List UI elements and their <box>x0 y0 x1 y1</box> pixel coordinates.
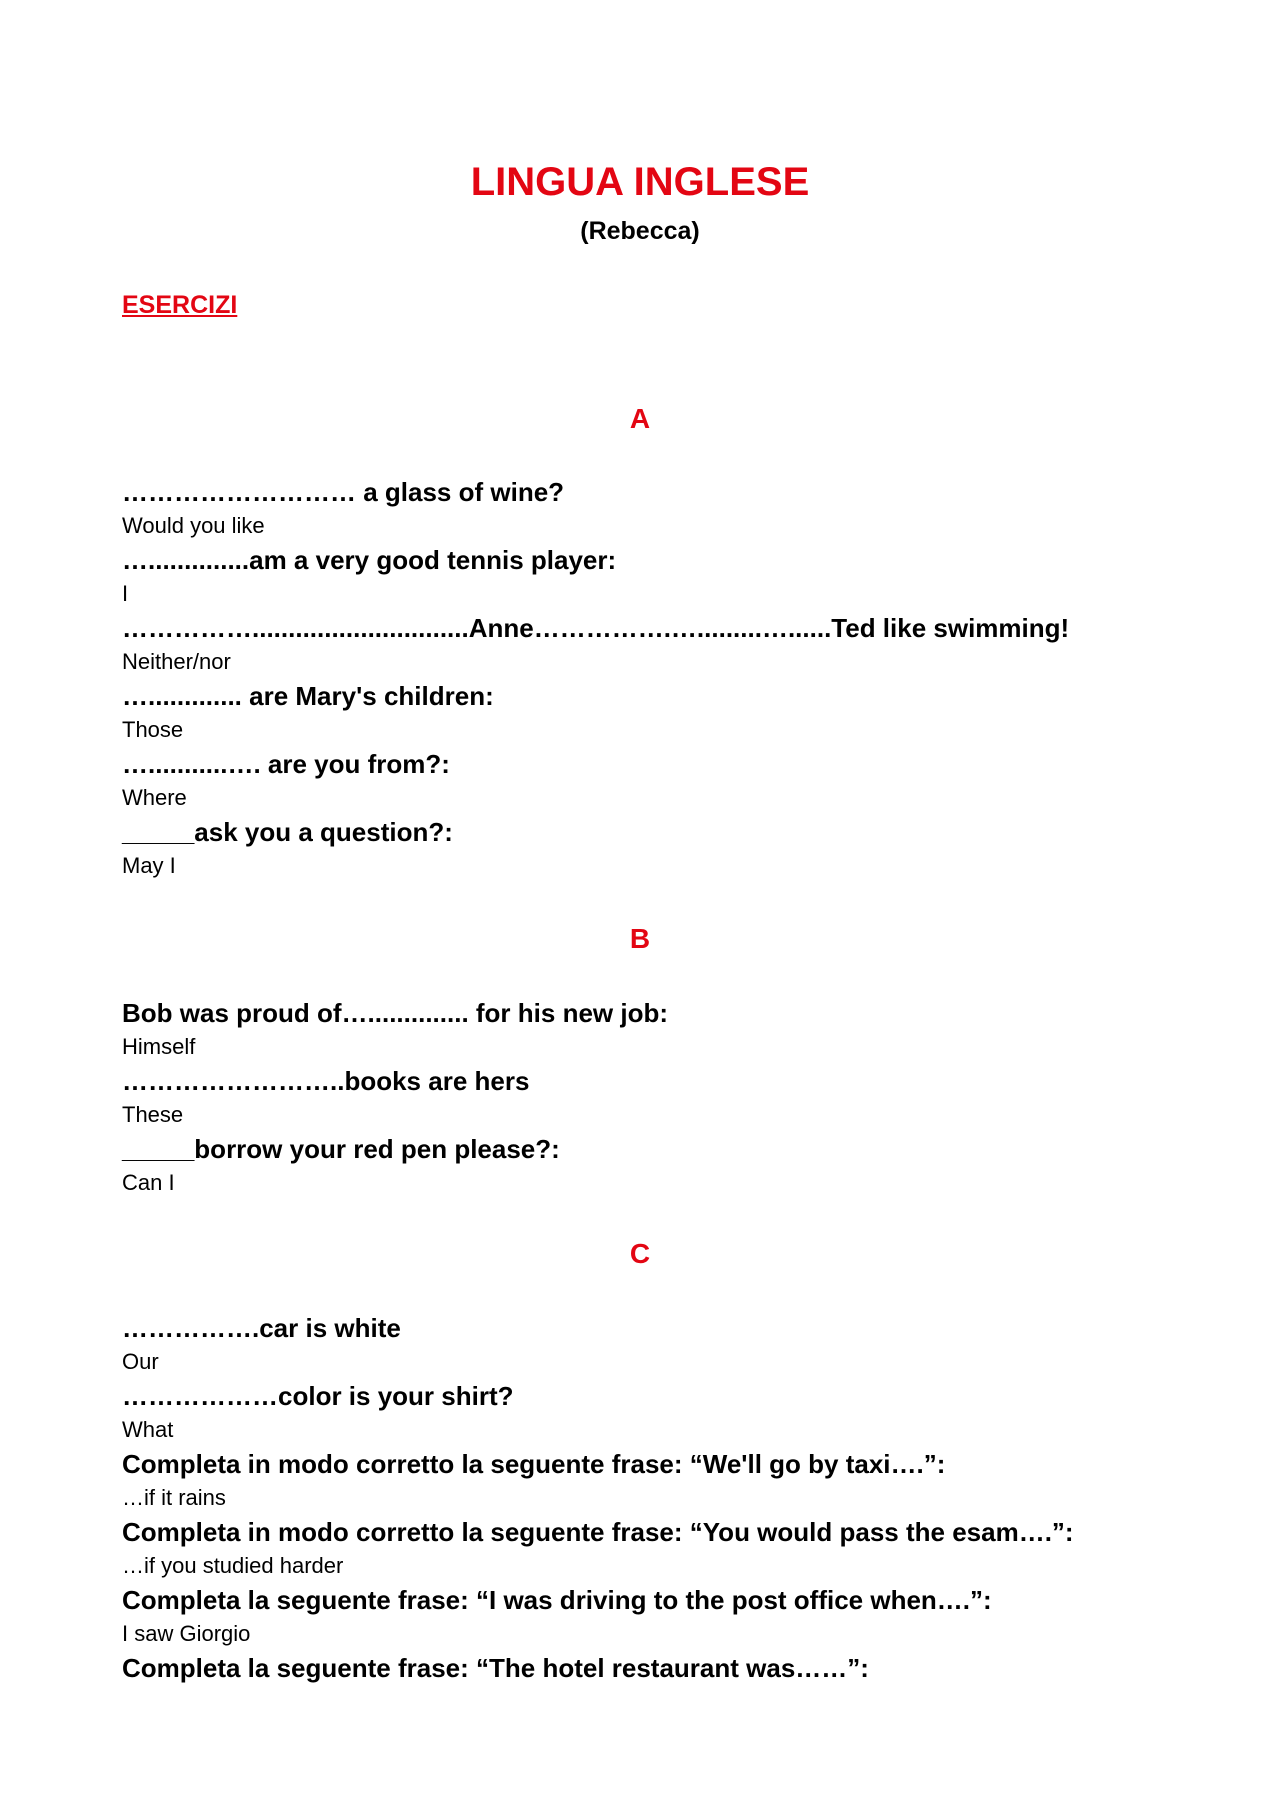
exercise-item <box>122 679 1222 747</box>
answer-text: Would you like <box>122 513 265 538</box>
question-text: _____borrow your red pen please?: <box>122 1134 560 1164</box>
answer-text: These <box>122 1102 184 1127</box>
exercise-item <box>122 475 1222 543</box>
exercise-item <box>122 1132 1222 1200</box>
question-text: …………….car is white <box>122 1313 401 1343</box>
exercise-group-c <box>122 1311 1222 1685</box>
answer-text: …if you studied harder <box>122 1553 344 1578</box>
exercise-item <box>122 1379 1222 1447</box>
question-text: _____ask you a question?: <box>122 817 453 847</box>
exercise-item <box>122 1064 1222 1132</box>
question-text: Completa in modo corretto la seguente frase: “We'll go by taxi….”: <box>122 1449 946 1479</box>
answer-text: I <box>122 581 129 606</box>
exercise-item <box>122 996 1222 1064</box>
answer-text: Those <box>122 717 184 742</box>
exercise-item <box>122 815 1222 883</box>
answer-text: Our <box>122 1349 159 1374</box>
question-text: ……………………… a glass of wine? <box>122 477 565 507</box>
question-text: Completa la seguente frase: “The hotel restaurant was……”: <box>122 1653 869 1683</box>
answer-text: What <box>122 1417 174 1442</box>
question-text: ……………..............................Anne…………….….........…......Ted like swimming! <box>122 613 1070 643</box>
group-heading-c: C <box>629 1238 651 1269</box>
exercise-item <box>122 1515 1222 1583</box>
exercise-item <box>122 1447 1222 1515</box>
answer-text: …if it rains <box>122 1485 226 1510</box>
question-text: …...........…. are you from?: <box>122 749 450 779</box>
document-title: LINGUA INGLESE <box>470 160 810 204</box>
answer-text: May I <box>122 853 176 878</box>
question-text: Completa la seguente frase: “I was driving to the post office when….”: <box>122 1585 992 1615</box>
exercise-item <box>122 611 1222 679</box>
question-text: ………………color is your shirt? <box>122 1381 514 1411</box>
group-heading-b: B <box>629 923 651 954</box>
answer-text: Himself <box>122 1034 196 1059</box>
exercise-item <box>122 1651 1222 1685</box>
exercise-item <box>122 747 1222 815</box>
section-label-esercizi: ESERCIZI <box>122 291 238 319</box>
exercise-item <box>122 543 1222 611</box>
group-heading-a: A <box>629 403 651 434</box>
answer-text: I saw Giorgio <box>122 1621 251 1646</box>
answer-text: Can I <box>122 1170 175 1195</box>
answer-text: Neither/nor <box>122 649 231 674</box>
exercise-item <box>122 1311 1222 1379</box>
question-text: …............. are Mary's children: <box>122 681 494 711</box>
question-text: Completa in modo corretto la seguente frase: “You would pass the esam….”: <box>122 1517 1074 1547</box>
answer-text: Where <box>122 785 187 810</box>
question-text: Bob was proud of….............. for his new job: <box>122 998 668 1028</box>
question-text: …..............am a very good tennis player: <box>122 545 617 575</box>
exercise-group-a <box>122 475 1222 883</box>
question-text: ……………………..books are hers <box>122 1066 530 1096</box>
document-subtitle: (Rebecca) <box>580 217 700 245</box>
exercise-item <box>122 1583 1222 1651</box>
exercise-group-b <box>122 996 1222 1200</box>
